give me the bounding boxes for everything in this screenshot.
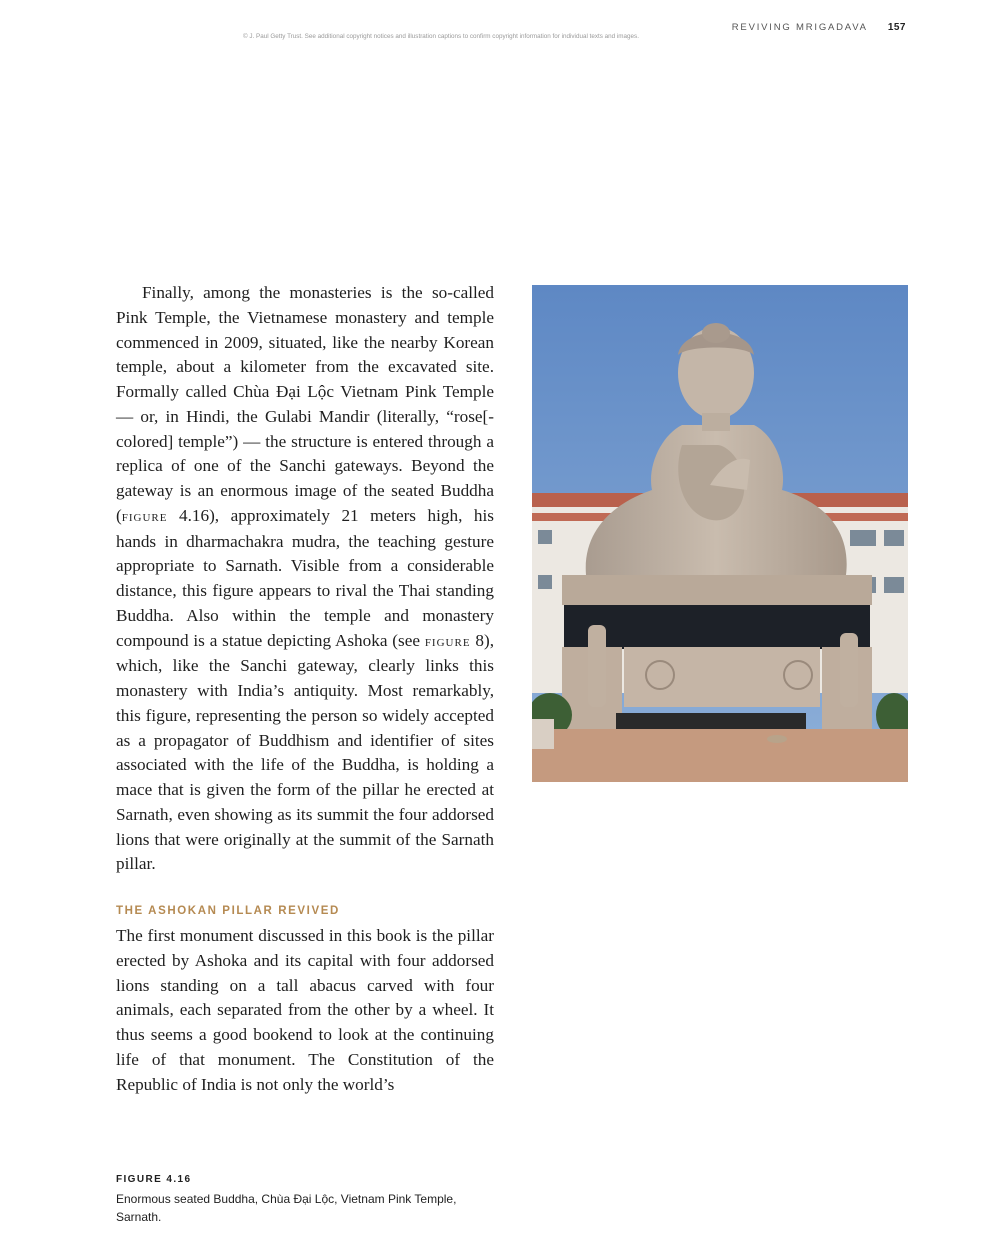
section-heading: THE ASHOKAN PILLAR REVIVED <box>116 905 340 917</box>
paragraph-text: 4.16), approximately 21 meters high, his hands in dharmachakra mudra, the teaching gesture appropriate to Sarnath. Visible from a considerable distance, this figure appears to rival the Thai standing Buddha. Also within the temple and monastery compound is a statue depicting Ashoka (see <box>116 505 494 650</box>
paragraph-text: 8), which, like the Sanchi gateway, clearly links this monastery with India’s antiquity. Most remarkably, this figure, representing the person so widely accepted as a propagator of Buddhism and identifier of sites associated with the life of the Buddha, is holding a mace that is given the form of the pillar he erected at Sarnath, even showing as its summit the four addorsed lions that were originally at the summit of the Sarnath pillar. <box>116 630 494 874</box>
buddha-statue-photo <box>532 285 908 782</box>
body-column <box>116 281 494 877</box>
section-column <box>116 924 494 1097</box>
figure-caption-text: Enormous seated Buddha, Chùa Đại Lộc, Vietnam Pink Temple, Sarnath. <box>116 1192 457 1224</box>
paragraph-pink-temple <box>116 281 494 877</box>
figure-photo <box>532 285 908 782</box>
figure-caption <box>116 1174 496 1226</box>
running-head <box>732 22 906 33</box>
paragraph-text: Finally, among the monasteries is the so-called Pink Temple, the Vietnamese monastery and temple commenced in 2009, situated, like the nearby Korean temple, about a kilometer from the excavated site. Formally called Chùa Đại Lộc Vietnam Pink Temple — or, in Hindi, the Gulabi Mandir (literally, “rose[-colored] temple”) — the structure is entered through a replica of one of the Sanchi gateways. Beyond the gateway is an enormous image of the seated Buddha ( <box>116 283 494 525</box>
copyright-notice: © J. Paul Getty Trust. See additional copyright notices and illustration captions to confirm copyright information for individual texts and images. <box>243 33 639 40</box>
running-title: REVIVING MRIGADAVA <box>731 22 868 33</box>
figure-reference[interactable]: figure <box>424 633 471 650</box>
figure-reference[interactable]: figure <box>121 508 168 525</box>
paragraph-ashokan-pillar: The first monument discussed in this book is the pillar erected by Ashoka and its capital with four addorsed lions standing on a tall abacus carved with four animals, each separated from the other by a wheel. It thus seems a good bookend to look at the continuing life of that monument. The Constitution of the Republic of India is not only the world’s <box>116 926 494 1094</box>
figure-label: FIGURE 4.16 <box>116 1174 192 1185</box>
page-number: 157 <box>887 22 906 33</box>
